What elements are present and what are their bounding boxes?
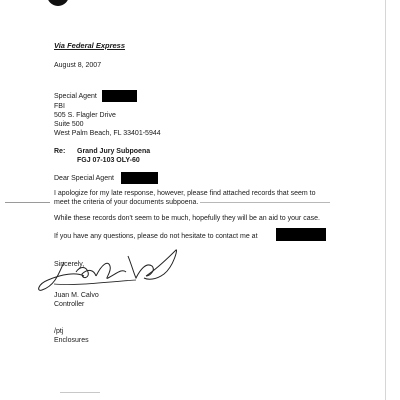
letter-date: August 8, 2007 <box>54 62 102 69</box>
signer-title: Controller <box>54 301 85 308</box>
closing: Sincerely, <box>54 261 85 268</box>
recipient-org: FBI <box>54 103 65 110</box>
body-paragraph-1-line-2: meet the criteria of your documents subpoena. <box>54 199 199 206</box>
redaction-recipient-name <box>102 90 137 102</box>
recipient-title: Special Agent <box>54 93 97 100</box>
scan-artifact-line <box>200 202 330 203</box>
scan-artifact-line <box>5 202 50 203</box>
re-line-2: FGJ 07-103 OLY-60 <box>77 157 140 164</box>
recipient-street: 505 S. Flagler Drive <box>54 112 116 119</box>
salutation: Dear Special Agent <box>54 175 114 182</box>
recipient-suite: Suite 500 <box>54 121 84 128</box>
logo-icon <box>46 0 70 7</box>
body-paragraph-1-line-1: I apologize for my late response, however, please find attached records that seem to <box>54 190 316 197</box>
delivery-method: Via Federal Express <box>54 41 126 50</box>
recipient-city: West Palm Beach, FL 33401-5944 <box>54 130 161 137</box>
re-label: Re: <box>54 148 66 155</box>
scan-artifact-line <box>60 392 100 393</box>
signature-icon <box>36 246 181 296</box>
typist-initials: /ptj <box>54 328 64 335</box>
scan-edge-line <box>385 0 386 400</box>
redaction-contact-info <box>276 228 326 241</box>
body-paragraph-2: While these records don't seem to be much, hopefully they will be an aid to your case. <box>54 215 320 222</box>
body-paragraph-3: If you have any questions, please do not hesitate to contact me at <box>54 233 258 240</box>
redaction-salutation-name <box>121 172 158 184</box>
signer-name: Juan M. Calvo <box>54 292 99 299</box>
enclosures-note: Enclosures <box>54 337 89 344</box>
re-line-1: Grand Jury Subpoena <box>77 148 151 155</box>
